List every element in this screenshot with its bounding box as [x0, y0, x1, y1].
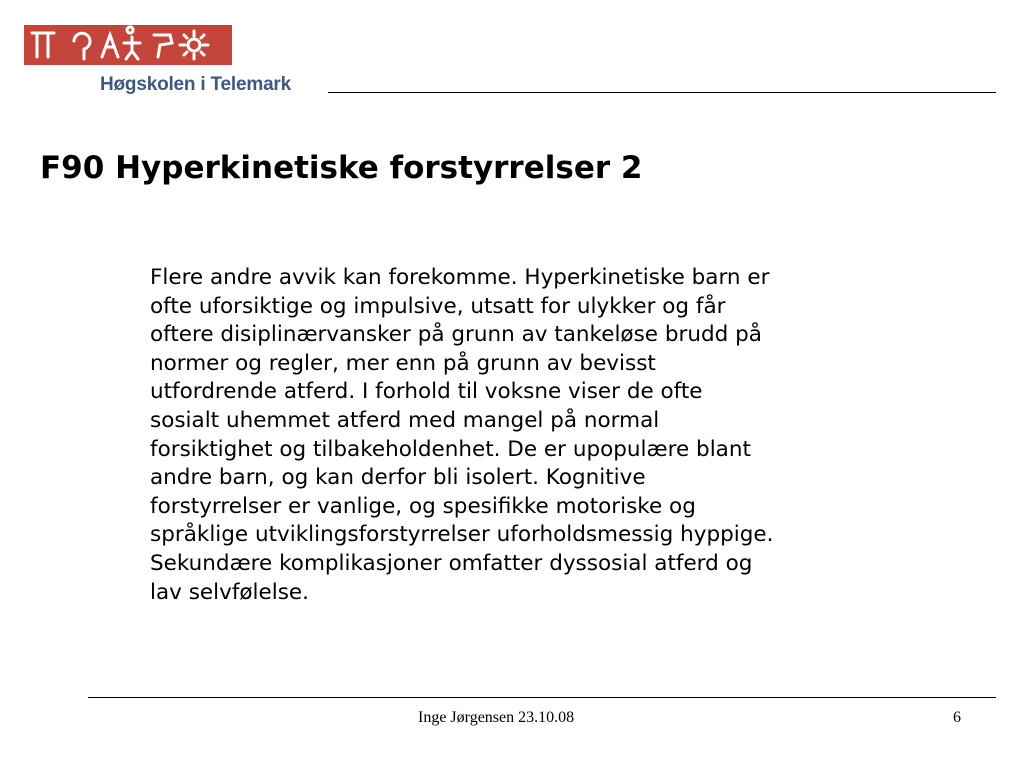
body-line: lav selvfølelse.: [150, 579, 309, 605]
body-line: språklige utviklingsforstyrrelser uforholdsmessig hyppige.: [150, 522, 774, 548]
footer-author-date: Inge Jørgensen 23.10.08: [418, 709, 575, 726]
footer-divider: [88, 697, 996, 698]
rock-carving-logo-icon: [24, 25, 232, 65]
body-line: andre barn, og kan derfor bli isolert. Kognitive: [150, 465, 646, 491]
body-line: forstyrrelser er vanlige, og spesifikke motoriske og: [150, 493, 696, 519]
body-line: normer og regler, mer enn på grunn av bevisst: [150, 350, 656, 376]
header-divider: [328, 92, 996, 93]
slide-title: F90 Hyperkinetiske forstyrrelser 2: [40, 150, 643, 186]
body-line: forsiktighet og tilbakeholdenhet. De er upopulære blant: [150, 436, 751, 462]
body-line: Sekundære komplikasjoner omfatter dyssosial atferd og: [150, 550, 753, 576]
body-line: ofte uforsiktige og impulsive, utsatt for ulykker og får: [150, 293, 726, 319]
page-number: 6: [953, 709, 961, 726]
body-line: utfordrende atferd. I forhold til voksne viser de ofte: [150, 379, 703, 405]
body-paragraph: [150, 264, 980, 607]
body-line: sosialt uhemmet atferd med mangel på normal: [150, 407, 660, 433]
body-line: Flere andre avvik kan forekomme. Hyperkinetiske barn er: [150, 265, 770, 290]
institution-name: Høgskolen i Telemark: [100, 74, 291, 95]
body-line: oftere disiplinærvansker på grunn av tankeløse brudd på: [150, 322, 762, 348]
